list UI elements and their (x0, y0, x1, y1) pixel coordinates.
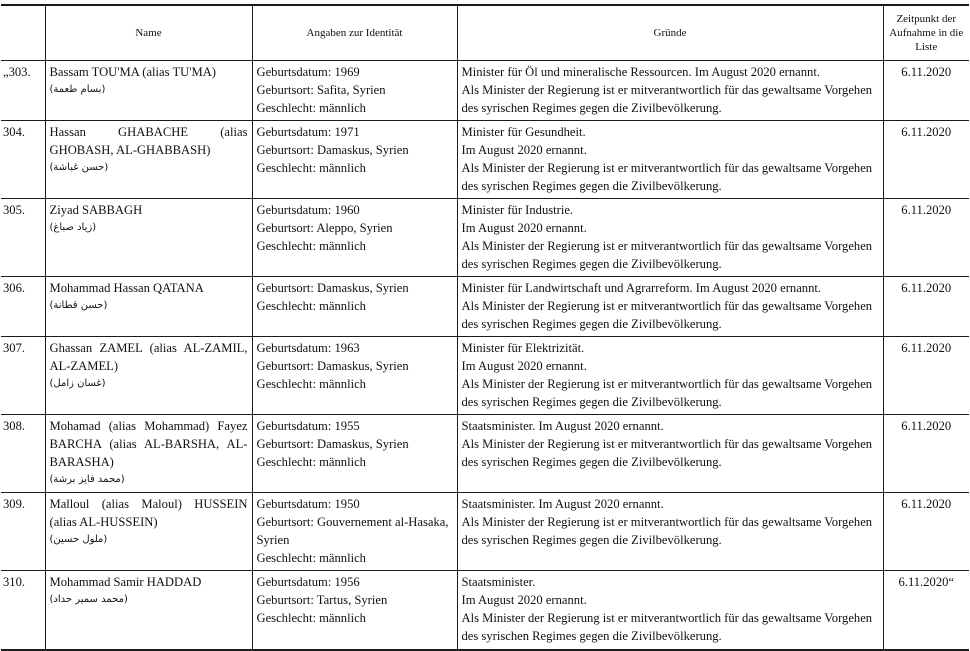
identity-detail: Geschlecht: männlich (256, 101, 366, 115)
identity-cell (252, 199, 457, 277)
identity-detail: Geburtsort: Damaskus, Syrien (256, 143, 409, 157)
reason-paragraph: Minister für Industrie. (461, 203, 574, 217)
reason-paragraph: Staatsminister. (461, 575, 536, 589)
reasons-cell (457, 61, 883, 121)
entry-number: 306. (1, 277, 45, 337)
reasons-cell (457, 277, 883, 337)
reasons-cell (457, 415, 883, 493)
person-name: Bassam TOU'MA (alias TU'MA) (49, 65, 217, 79)
listing-date: 6.11.2020“ (883, 571, 969, 651)
table-row (1, 415, 969, 493)
sanctions-list-table (1, 4, 969, 651)
person-name-arabic: (بسام طعمة) (49, 84, 106, 95)
listing-date: 6.11.2020 (883, 121, 969, 199)
reason-paragraph: Minister für Elektrizität. (461, 341, 585, 355)
identity-detail: Geschlecht: männlich (256, 551, 366, 565)
reasons-cell (457, 571, 883, 651)
person-name-arabic: (ملول حسين) (49, 534, 108, 545)
identity-detail: Geburtsort: Gouvernement al-Hasaka, Syrien (256, 515, 449, 547)
identity-detail: Geburtsort: Tartus, Syrien (256, 593, 388, 607)
entry-number: „303. (1, 61, 45, 121)
person-name: Mohammad Samir HADDAD (49, 575, 202, 589)
reason-paragraph: Im August 2020 ernannt. (461, 143, 587, 157)
person-name: Hassan GHABACHE (alias GHOBASH, AL-GHABBASH) (49, 125, 248, 157)
entry-number: 305. (1, 199, 45, 277)
listing-date: 6.11.2020 (883, 277, 969, 337)
name-cell (45, 121, 252, 199)
entry-number: 307. (1, 337, 45, 415)
identity-cell (252, 61, 457, 121)
identity-detail: Geburtsort: Aleppo, Syrien (256, 221, 393, 235)
identity-detail: Geschlecht: männlich (256, 161, 366, 175)
person-name: Malloul (alias Maloul) HUSSEIN (alias AL-HUSSEIN) (49, 497, 248, 529)
reason-paragraph: Als Minister der Regierung ist er mitverantwortlich für das gewaltsame Vorgehen des syrischen Regimes gegen die Zivilbevölkerung. (461, 83, 873, 115)
name-cell (45, 571, 252, 651)
table-row (1, 277, 969, 337)
entry-number: 308. (1, 415, 45, 493)
identity-cell (252, 277, 457, 337)
identity-detail: Geburtsort: Damaskus, Syrien (256, 437, 409, 451)
reason-paragraph: Im August 2020 ernannt. (461, 359, 587, 373)
reason-paragraph: Im August 2020 ernannt. (461, 221, 587, 235)
reason-paragraph: Minister für Gesundheit. (461, 125, 586, 139)
identity-detail: Geburtsdatum: 1971 (256, 125, 360, 139)
listing-date: 6.11.2020 (883, 493, 969, 571)
table-row (1, 61, 969, 121)
header-date: Zeitpunkt der Aufnahme in die Liste (883, 5, 969, 61)
identity-cell (252, 571, 457, 651)
person-name: Mohamad (alias Mohammad) Fayez BARCHA (alias AL-BARSHA, AL-BARASHA) (49, 419, 248, 469)
name-cell (45, 199, 252, 277)
reason-paragraph: Als Minister der Regierung ist er mitverantwortlich für das gewaltsame Vorgehen des syrischen Regimes gegen die Zivilbevölkerung. (461, 437, 873, 469)
reasons-cell (457, 493, 883, 571)
name-cell (45, 277, 252, 337)
listing-date: 6.11.2020 (883, 415, 969, 493)
table-header-row (1, 5, 969, 61)
identity-detail: Geburtsdatum: 1960 (256, 203, 360, 217)
identity-detail: Geburtsdatum: 1956 (256, 575, 360, 589)
reasons-cell (457, 199, 883, 277)
identity-detail: Geburtsdatum: 1950 (256, 497, 360, 511)
identity-detail: Geschlecht: männlich (256, 455, 366, 469)
identity-detail: Geburtsort: Safita, Syrien (256, 83, 386, 97)
reason-paragraph: Im August 2020 ernannt. (461, 593, 587, 607)
name-cell (45, 493, 252, 571)
table-row (1, 337, 969, 415)
identity-detail: Geschlecht: männlich (256, 611, 366, 625)
reason-paragraph: Als Minister der Regierung ist er mitverantwortlich für das gewaltsame Vorgehen des syrischen Regimes gegen die Zivilbevölkerung. (461, 611, 873, 643)
person-name-arabic: (غسان زامل) (49, 378, 106, 389)
identity-detail: Geschlecht: männlich (256, 377, 366, 391)
identity-detail: Geburtsdatum: 1955 (256, 419, 360, 433)
identity-detail: Geschlecht: männlich (256, 299, 366, 313)
header-identity: Angaben zur Identität (252, 5, 457, 61)
reasons-cell (457, 337, 883, 415)
person-name: Ziyad SABBAGH (49, 203, 143, 217)
table-row (1, 571, 969, 651)
identity-cell (252, 415, 457, 493)
reason-paragraph: Staatsminister. Im August 2020 ernannt. (461, 419, 664, 433)
identity-detail: Geburtsdatum: 1963 (256, 341, 360, 355)
identity-cell (252, 337, 457, 415)
entry-number: 309. (1, 493, 45, 571)
entry-number: 310. (1, 571, 45, 651)
listing-date: 6.11.2020 (883, 61, 969, 121)
table-row (1, 493, 969, 571)
listing-date: 6.11.2020 (883, 337, 969, 415)
name-cell (45, 337, 252, 415)
reason-paragraph: Staatsminister. Im August 2020 ernannt. (461, 497, 664, 511)
table-row (1, 199, 969, 277)
identity-detail: Geburtsort: Damaskus, Syrien (256, 359, 409, 373)
entry-number: 304. (1, 121, 45, 199)
identity-cell (252, 121, 457, 199)
reasons-cell (457, 121, 883, 199)
table-body (1, 61, 969, 651)
identity-cell (252, 493, 457, 571)
reason-paragraph: Minister für Öl und mineralische Ressourcen. Im August 2020 ernannt. (461, 65, 821, 79)
reason-paragraph: Als Minister der Regierung ist er mitverantwortlich für das gewaltsame Vorgehen des syrischen Regimes gegen die Zivilbevölkerung. (461, 239, 873, 271)
reason-paragraph: Als Minister der Regierung ist er mitverantwortlich für das gewaltsame Vorgehen des syrischen Regimes gegen die Zivilbevölkerung. (461, 377, 873, 409)
reason-paragraph: Als Minister der Regierung ist er mitverantwortlich für das gewaltsame Vorgehen des syrischen Regimes gegen die Zivilbevölkerung. (461, 161, 873, 193)
name-cell (45, 61, 252, 121)
identity-detail: Geburtsdatum: 1969 (256, 65, 360, 79)
header-reasons: Gründe (457, 5, 883, 61)
person-name: Ghassan ZAMEL (alias AL-ZAMIL, AL-ZAMEL) (49, 341, 248, 373)
person-name-arabic: (محمد فايز برشة) (49, 474, 125, 485)
identity-detail: Geburtsort: Damaskus, Syrien (256, 281, 409, 295)
reason-paragraph: Als Minister der Regierung ist er mitverantwortlich für das gewaltsame Vorgehen des syrischen Regimes gegen die Zivilbevölkerung. (461, 515, 873, 547)
header-name: Name (45, 5, 252, 61)
reason-paragraph: Als Minister der Regierung ist er mitverantwortlich für das gewaltsame Vorgehen des syrischen Regimes gegen die Zivilbevölkerung. (461, 299, 873, 331)
person-name-arabic: (حسن غباشة) (49, 162, 109, 173)
person-name-arabic: (حسن قطانة) (49, 300, 108, 311)
listing-date: 6.11.2020 (883, 199, 969, 277)
identity-detail: Geschlecht: männlich (256, 239, 366, 253)
person-name: Mohammad Hassan QATANA (49, 281, 204, 295)
header-number (1, 5, 45, 61)
reason-paragraph: Minister für Landwirtschaft und Agrarreform. Im August 2020 ernannt. (461, 281, 822, 295)
name-cell (45, 415, 252, 493)
table-row (1, 121, 969, 199)
person-name-arabic: (زياد صباغ) (49, 222, 97, 233)
person-name-arabic: (محمد سمير حداد) (49, 594, 128, 605)
